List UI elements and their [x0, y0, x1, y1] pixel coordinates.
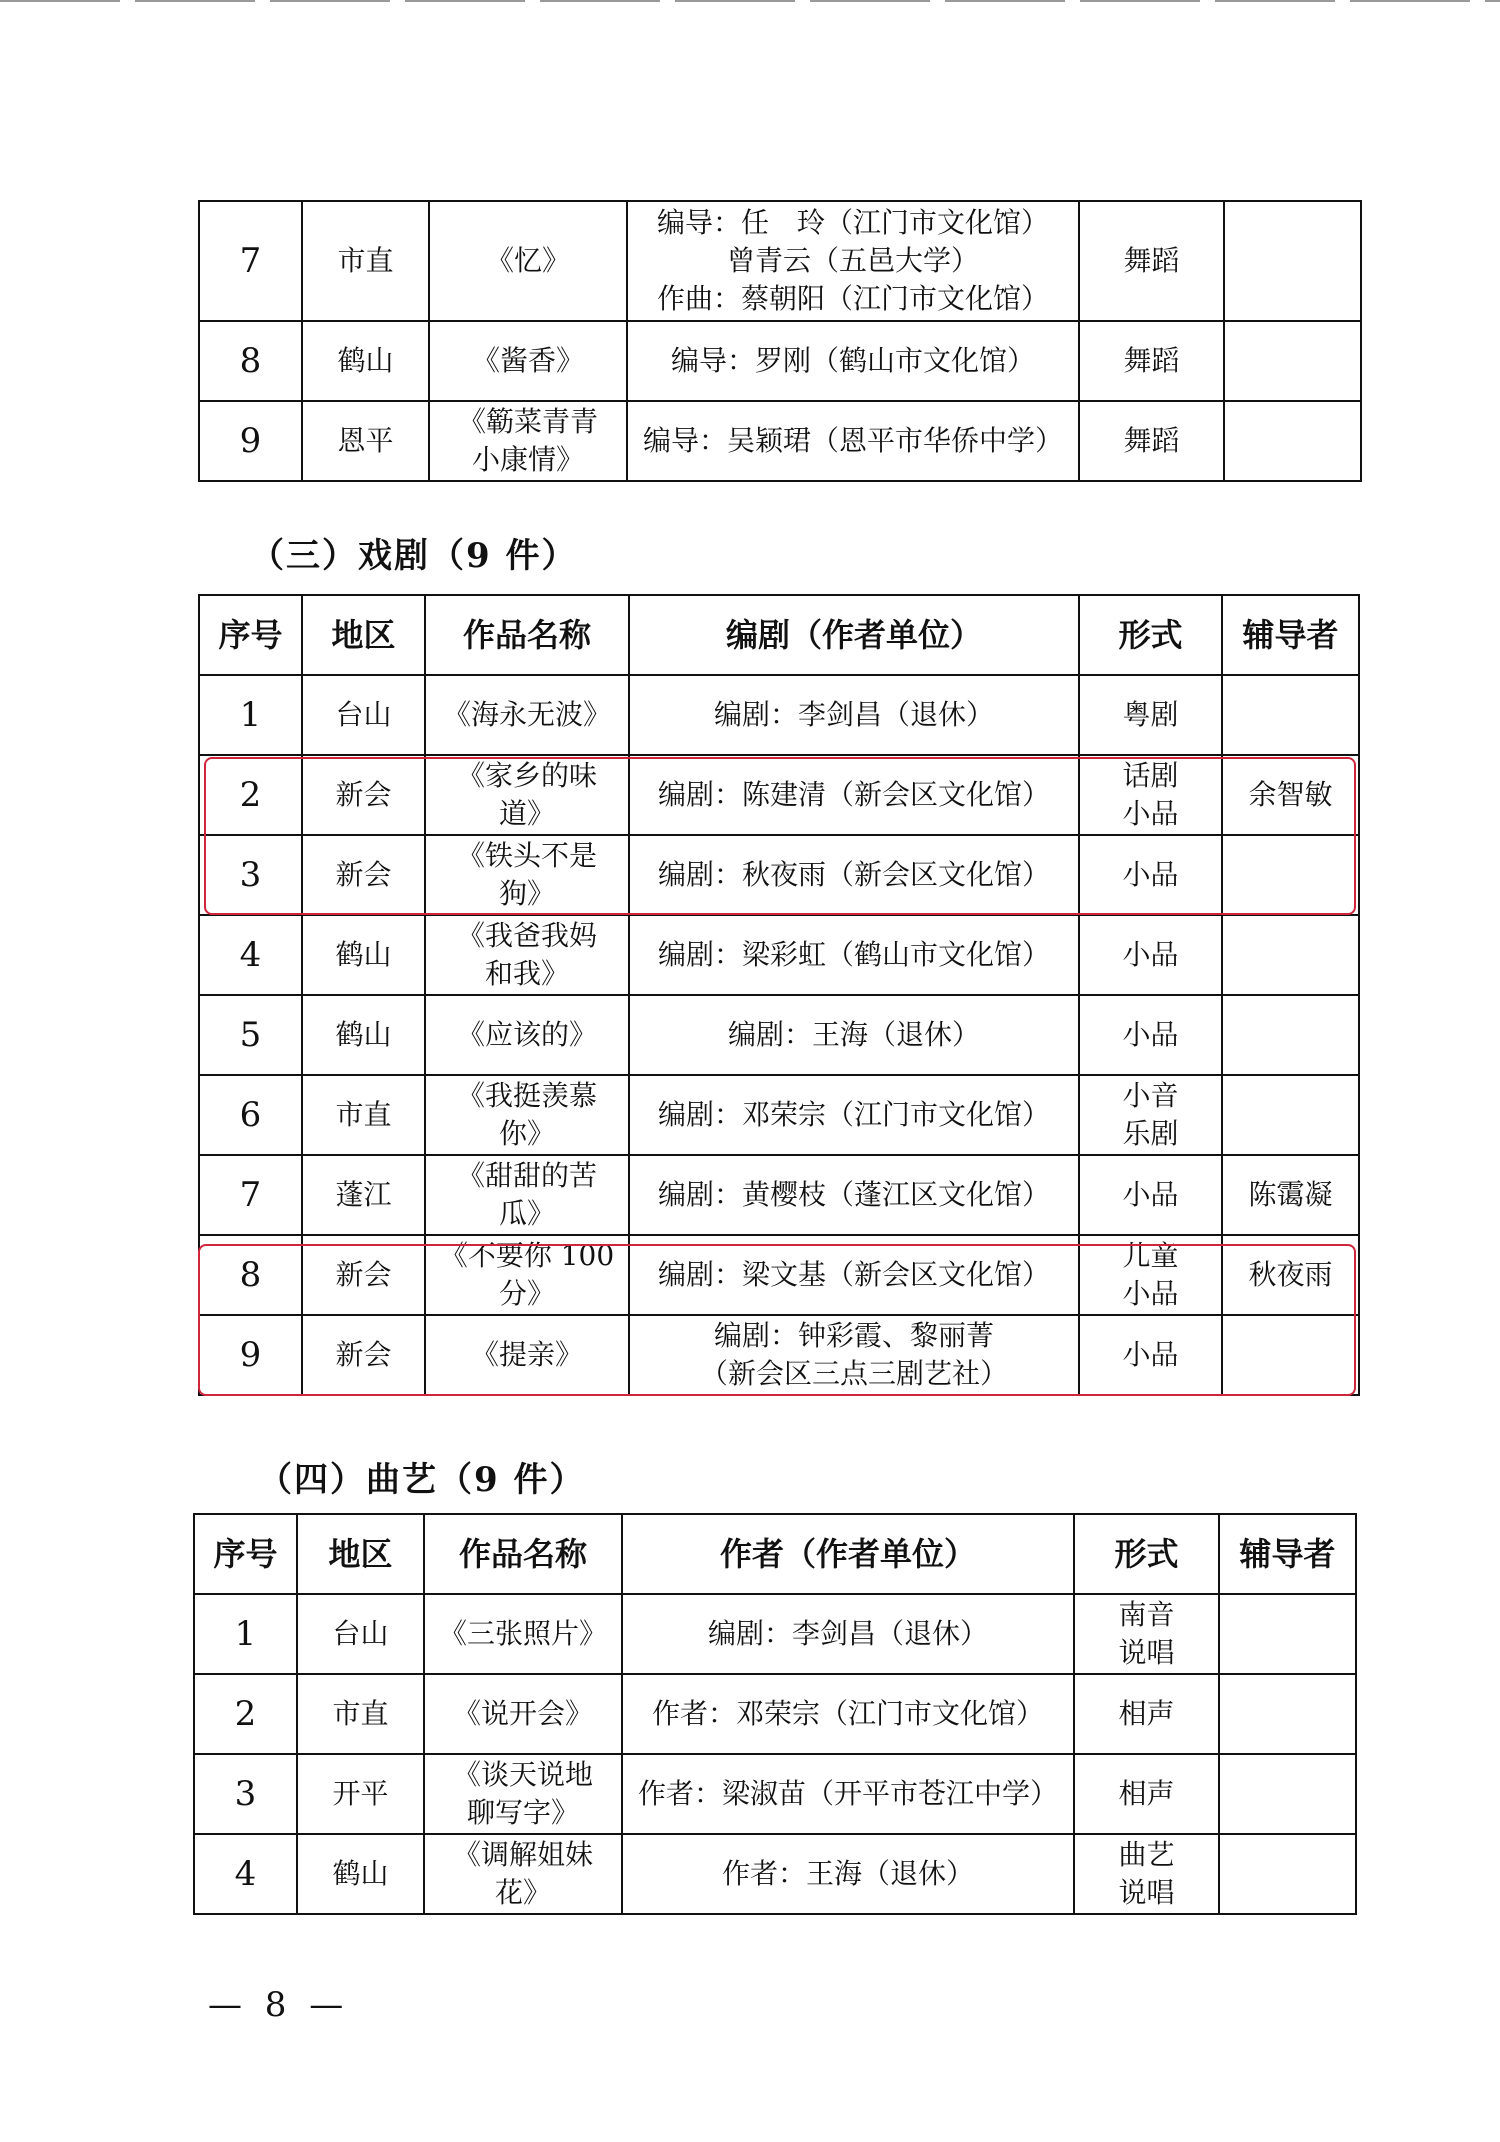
cell-no: 1 [194, 1594, 297, 1674]
cell-title: 《簕菜青青 小康情》 [429, 401, 627, 481]
cell-no: 6 [199, 1075, 302, 1155]
table-header-row [194, 1514, 1356, 1594]
cell-region: 鹤山 [302, 995, 425, 1075]
cell-region: 市直 [297, 1674, 424, 1754]
cell-credit: 编剧：邓荣宗（江门市文化馆） [629, 1075, 1079, 1155]
table-header-row [199, 595, 1359, 675]
cell-region: 台山 [297, 1594, 424, 1674]
cell-credit: 作者：梁淑苗（开平市苍江中学） [622, 1754, 1074, 1834]
cell-region: 鹤山 [302, 915, 425, 995]
cell-form: 南音 说唱 [1074, 1594, 1219, 1674]
cell-region: 市直 [302, 1075, 425, 1155]
header-form: 形式 [1079, 595, 1222, 675]
cell-credit: 编剧：李剑昌（退休） [629, 675, 1079, 755]
cell-form: 话剧 小品 [1079, 755, 1222, 835]
cell-title: 《忆》 [429, 201, 627, 321]
quyi-table [193, 1513, 1357, 1915]
cell-mentor [1222, 1075, 1359, 1155]
table-row [199, 755, 1359, 835]
cell-title: 《调解姐妹 花》 [424, 1834, 622, 1914]
section-title-quyi: （四）曲艺（9 件） [258, 1460, 586, 1500]
cell-mentor [1222, 1315, 1359, 1395]
cell-form: 小品 [1079, 1155, 1222, 1235]
cell-title: 《三张照片》 [424, 1594, 622, 1674]
cell-credit: 编剧：秋夜雨（新会区文化馆） [629, 835, 1079, 915]
cell-region: 新会 [302, 1235, 425, 1315]
table-row [199, 1155, 1359, 1235]
header-mentor: 辅导者 [1222, 595, 1359, 675]
cell-mentor: 秋夜雨 [1222, 1235, 1359, 1315]
drama-table [198, 594, 1360, 1396]
cell-no: 4 [194, 1834, 297, 1914]
table-row [199, 1315, 1359, 1395]
cell-mentor [1219, 1674, 1356, 1754]
cell-no: 8 [199, 1235, 302, 1315]
cell-region: 恩平 [302, 401, 429, 481]
table-row [199, 1075, 1359, 1155]
cell-region: 开平 [297, 1754, 424, 1834]
cell-region: 蓬江 [302, 1155, 425, 1235]
header-no: 序号 [199, 595, 302, 675]
table-row [199, 321, 1361, 401]
cell-no: 8 [199, 321, 302, 401]
cell-form: 小品 [1079, 1315, 1222, 1395]
cell-title: 《提亲》 [425, 1315, 629, 1395]
cell-no: 7 [199, 1155, 302, 1235]
table-row [194, 1834, 1356, 1914]
cell-credit: 编剧：黄樱枝（蓬江区文化馆） [629, 1155, 1079, 1235]
cell-no: 4 [199, 915, 302, 995]
table-row [194, 1594, 1356, 1674]
cell-no: 3 [194, 1754, 297, 1834]
cell-mentor [1224, 321, 1361, 401]
table-row [199, 675, 1359, 755]
cell-region: 鹤山 [297, 1834, 424, 1914]
cell-title: 《我挺羡慕 你》 [425, 1075, 629, 1155]
cell-credit: 编剧：梁文基（新会区文化馆） [629, 1235, 1079, 1315]
table-row [194, 1754, 1356, 1834]
cell-credit: 编剧：王海（退休） [629, 995, 1079, 1075]
cell-form: 小音 乐剧 [1079, 1075, 1222, 1155]
cell-no: 2 [194, 1674, 297, 1754]
table-row [199, 401, 1361, 481]
table-row [199, 915, 1359, 995]
cell-no: 1 [199, 675, 302, 755]
cell-region: 新会 [302, 835, 425, 915]
header-form: 形式 [1074, 1514, 1219, 1594]
cell-no: 5 [199, 995, 302, 1075]
cell-no: 2 [199, 755, 302, 835]
cell-no: 7 [199, 201, 302, 321]
cell-title: 《说开会》 [424, 1674, 622, 1754]
cell-form: 舞蹈 [1079, 321, 1224, 401]
cell-title: 《家乡的味 道》 [425, 755, 629, 835]
cell-mentor [1219, 1754, 1356, 1834]
cell-no: 9 [199, 401, 302, 481]
table-row [199, 201, 1361, 321]
cell-form: 儿童 小品 [1079, 1235, 1222, 1315]
cell-credit: 作者：邓荣宗（江门市文化馆） [622, 1674, 1074, 1754]
cell-form: 舞蹈 [1079, 201, 1224, 321]
header-no: 序号 [194, 1514, 297, 1594]
dance-table-continued [198, 200, 1362, 482]
cell-region: 鹤山 [302, 321, 429, 401]
cell-region: 台山 [302, 675, 425, 755]
cell-no: 9 [199, 1315, 302, 1395]
cell-mentor [1222, 995, 1359, 1075]
cell-credit: 编剧：梁彩虹（鹤山市文化馆） [629, 915, 1079, 995]
cell-mentor [1224, 201, 1361, 321]
cell-credit: 编剧：钟彩霞、黎丽菁 （新会区三点三剧艺社） [629, 1315, 1079, 1395]
cell-form: 小品 [1079, 835, 1222, 915]
header-region: 地区 [297, 1514, 424, 1594]
cell-no: 3 [199, 835, 302, 915]
header-mentor: 辅导者 [1219, 1514, 1356, 1594]
section-title-drama: （三）戏剧（9 件） [250, 536, 578, 576]
cell-credit: 编剧：李剑昌（退休） [622, 1594, 1074, 1674]
cell-region: 新会 [302, 1315, 425, 1395]
cell-title: 《应该的》 [425, 995, 629, 1075]
cell-credit: 编剧：陈建清（新会区文化馆） [629, 755, 1079, 835]
cell-form: 小品 [1079, 915, 1222, 995]
cell-form: 小品 [1079, 995, 1222, 1075]
cell-credit: 编导：罗刚（鹤山市文化馆） [627, 321, 1079, 401]
cell-mentor [1224, 401, 1361, 481]
header-region: 地区 [302, 595, 425, 675]
cell-title: 《海永无波》 [425, 675, 629, 755]
scan-edge [0, 0, 1500, 2]
header-title: 作品名称 [425, 595, 629, 675]
cell-mentor [1222, 675, 1359, 755]
table-row [194, 1674, 1356, 1754]
cell-region: 市直 [302, 201, 429, 321]
cell-form: 相声 [1074, 1754, 1219, 1834]
cell-mentor [1219, 1834, 1356, 1914]
table-row [199, 995, 1359, 1075]
table-row [199, 1235, 1359, 1315]
cell-mentor [1222, 915, 1359, 995]
cell-mentor: 陈霭凝 [1222, 1155, 1359, 1235]
cell-mentor [1219, 1594, 1356, 1674]
cell-credit: 编导：任 玲（江门市文化馆） 曾青云（五邑大学） 作曲：蔡朝阳（江门市文化馆） [627, 201, 1079, 321]
header-credit: 作者（作者单位） [622, 1514, 1074, 1594]
cell-title: 《谈天说地 聊写字》 [424, 1754, 622, 1834]
cell-title: 《铁头不是 狗》 [425, 835, 629, 915]
cell-mentor [1222, 835, 1359, 915]
header-credit: 编剧（作者单位） [629, 595, 1079, 675]
cell-region: 新会 [302, 755, 425, 835]
cell-form: 相声 [1074, 1674, 1219, 1754]
cell-mentor: 余智敏 [1222, 755, 1359, 835]
cell-title: 《不要你 100 分》 [425, 1235, 629, 1315]
cell-title: 《我爸我妈 和我》 [425, 915, 629, 995]
page-number: — 8 — [208, 1985, 350, 2025]
cell-form: 曲艺 说唱 [1074, 1834, 1219, 1914]
cell-credit: 编导：吴颖珺（恩平市华侨中学） [627, 401, 1079, 481]
cell-form: 舞蹈 [1079, 401, 1224, 481]
cell-title: 《酱香》 [429, 321, 627, 401]
header-title: 作品名称 [424, 1514, 622, 1594]
cell-title: 《甜甜的苦 瓜》 [425, 1155, 629, 1235]
table-row [199, 835, 1359, 915]
cell-credit: 作者：王海（退休） [622, 1834, 1074, 1914]
cell-form: 粤剧 [1079, 675, 1222, 755]
